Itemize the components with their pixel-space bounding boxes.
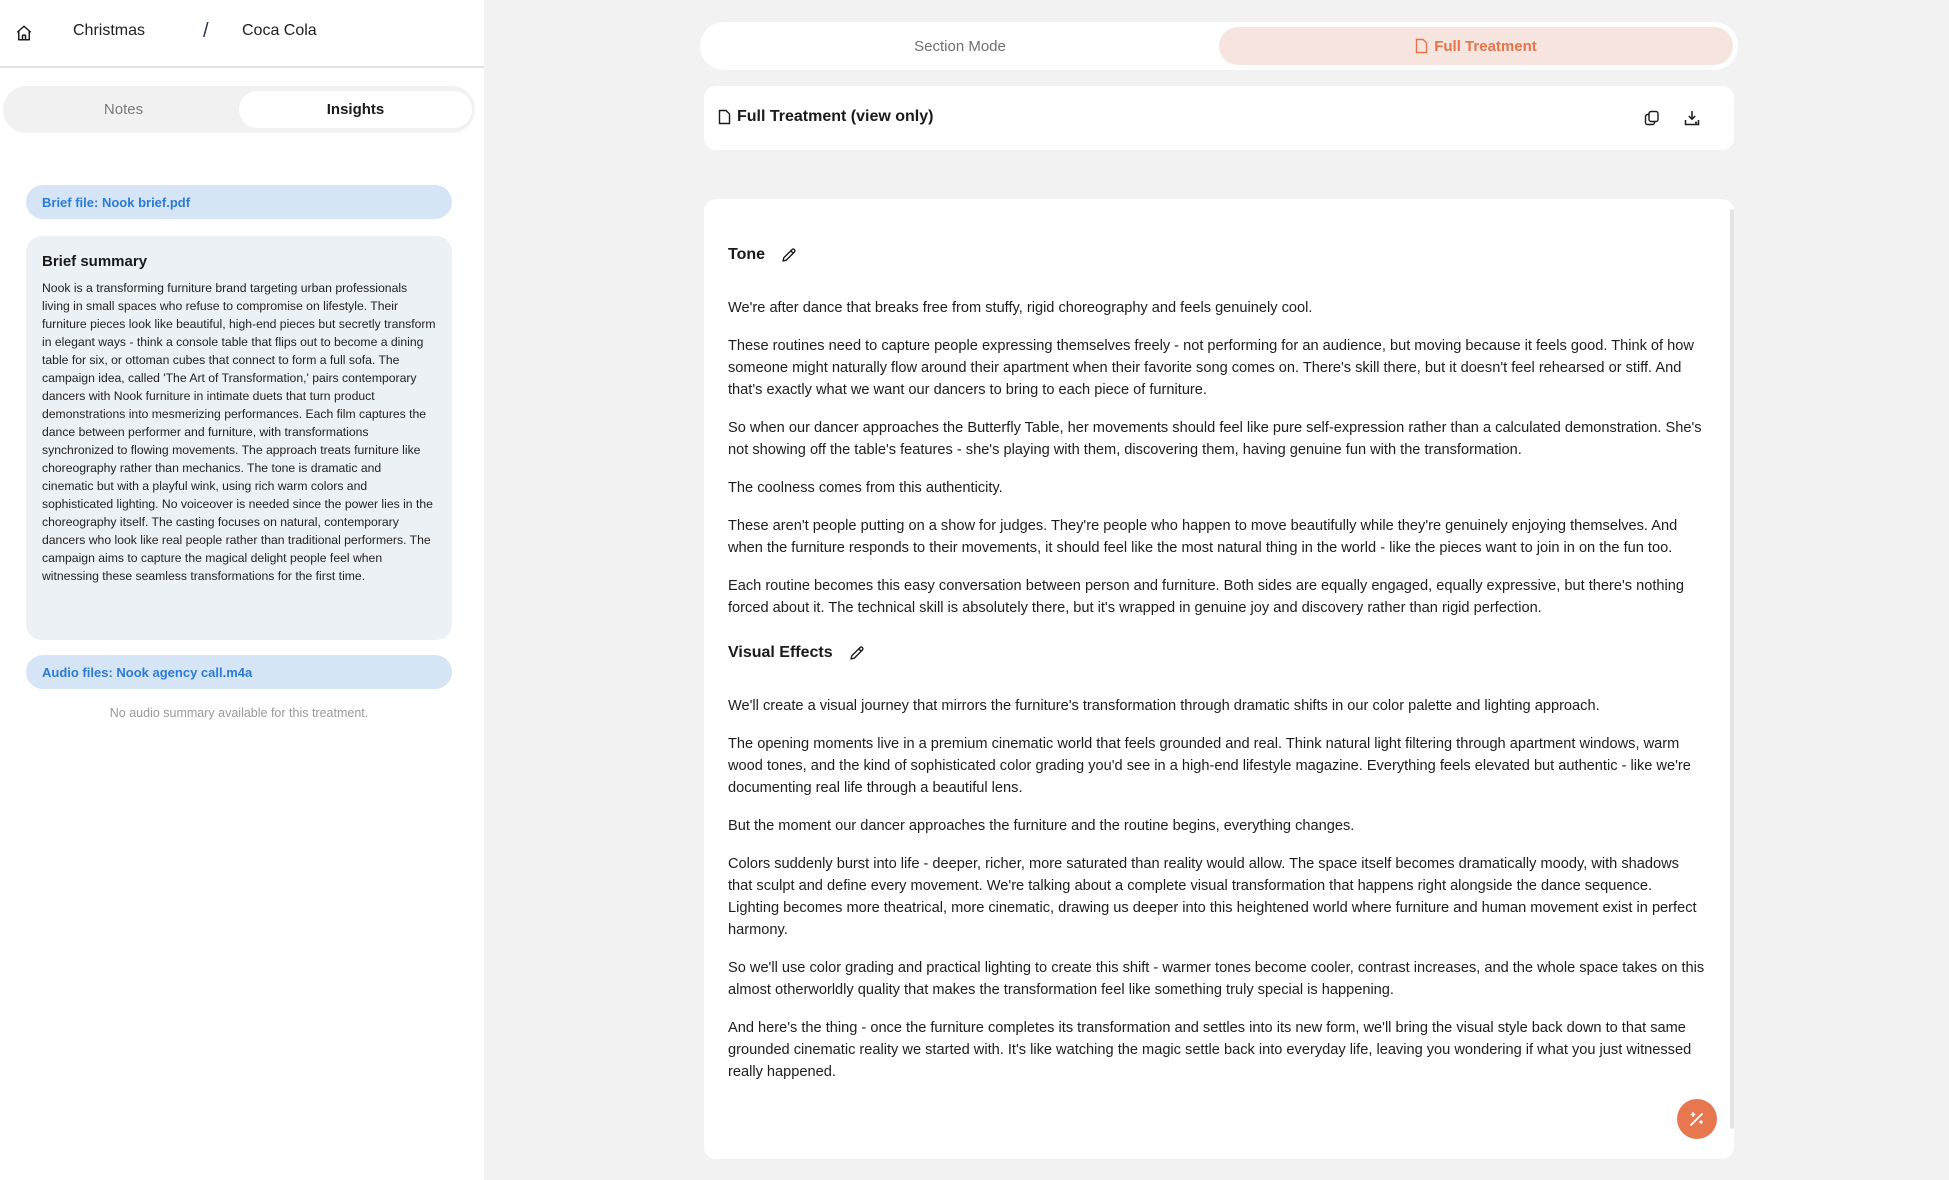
paragraph: These aren't people putting on a show for judges. They're people who happen to move beautifully while they're genuinely enjoying themselves. And when the furniture responds to their movements, it should feel like the most natural thing in the world - like the pieces want to join in on the fun too. xyxy=(728,518,1678,556)
section-mode-button[interactable] xyxy=(705,27,1215,65)
tab-notes[interactable]: Notes xyxy=(103,101,144,118)
section-title: Tone xyxy=(728,246,766,263)
paragraph: The opening moments live in a premium cinematic world that feels grounded and real. Think natural light filtering through apartment windows, warm wood tones, and the kind of sophisticated color grading you'd see in a high-end lifestyle magazine. Everything feels elevated but authentic - like we're documenting real life through a beautiful lens. xyxy=(728,736,1691,796)
section-mode-label: Section Mode xyxy=(914,37,1006,55)
full-treatment-label: Full Treatment xyxy=(1434,37,1537,55)
pencil-icon xyxy=(849,645,865,661)
document-icon xyxy=(718,109,731,125)
paragraph: So we'll use color grading and practical lighting to create this shift - warmer tones become cooler, contrast increases, and the whole space takes on this almost otherworldly quality that makes the transformation feel like something truly special is happening. xyxy=(728,960,1705,998)
pencil-icon xyxy=(781,247,797,263)
treatment-header xyxy=(704,86,1734,150)
breadcrumb xyxy=(0,0,484,68)
paragraph: But the moment our dancer approaches the furniture and the routine begins, everything changes. xyxy=(728,818,1355,834)
paragraph: And here's the thing - once the furniture completes its transformation and settles into its new form, we'll bring the visual style back down to that same grounded cinematic reality we started with. It's like watching the magic settle back into everyday life, leaving you wondering if what you just witnessed really happened. xyxy=(728,1020,1692,1080)
breadcrumb-item-christmas[interactable]: Christmas xyxy=(73,22,146,39)
paragraph: So when our dancer approaches the Butterfly Table, her movements should feel like pure self-expression rather than a calculated demonstration. She's not showing off the table's features - she's playing with them, discovering them, having genuine fun with the transformation. xyxy=(728,420,1702,458)
brief-summary-card xyxy=(26,236,452,640)
content-scrollbar[interactable] xyxy=(1730,209,1734,1129)
paragraph: Colors suddenly burst into life - deeper, richer, more saturated than reality would allow. The space itself becomes dramatically moody, with shadows that sculpt and define every movement. We're talking about a complete visual transformation that happens right alongside the dance sequence. Lighting becomes more theatrical, more cinematic, drawing us deeper into this heightened world where furniture and human movement exist in perfect harmony. xyxy=(728,856,1697,938)
audio-file-link[interactable]: Audio files: Nook agency call.m4a xyxy=(26,655,452,689)
mode-switch xyxy=(700,22,1738,70)
paragraph: We're after dance that breaks free from stuffy, rigid choreography and feels genuinely cool. xyxy=(728,300,1313,316)
treatment-title-text: Full Treatment (view only) xyxy=(737,108,934,125)
treatment-title xyxy=(718,108,933,126)
sidebar-tabs xyxy=(3,86,475,133)
download-button[interactable] xyxy=(1682,108,1702,128)
brief-summary-text: Nook is a transforming furniture brand targeting urban professionals living in small spaces who refuse to compromise on lifestyle. Their furniture pieces look like beautiful, high-end pieces but secretly transform in elegant ways - think a console table that flips out to become a dining table for six, or ottoman cubes that connect to form a full sofa. The campaign idea, called 'The Art of Transformation,' pairs contemporary dancers with Nook furniture in intimate duets that turn product demonstrations into mesmerizing performances. Each film captures the dance between performer and furniture, with transformations synchronized to flowing movements. The approach treats furniture like choreography rather than mechanics. The tone is dramatic and cinematic but with a playful wink, using rich warm colors and sophisticated lighting. No voiceover is needed since the power lies in the choreography itself. The casting focuses on natural, contemporary dancers who look like real people rather than traditional performers. The campaign aims to capture the magical delight people feel when witnessing these seamless transformations for the first time. xyxy=(42,281,436,583)
home-icon[interactable] xyxy=(15,24,33,42)
download-icon xyxy=(1684,110,1700,126)
edit-tone-button[interactable] xyxy=(781,247,797,263)
full-treatment-button[interactable] xyxy=(1219,27,1733,65)
brief-file-link[interactable]: Brief file: Nook brief.pdf xyxy=(26,185,452,219)
copy-button[interactable] xyxy=(1642,108,1662,128)
treatment-content xyxy=(704,199,1734,1159)
section-visual-effects xyxy=(728,641,1706,1083)
paragraph: These routines need to capture people expressing themselves freely - not performing for an audience, but moving because it feels good. Think of how someone might naturally flow around their apartment when their favorite song comes on. There's skill there, but it doesn't feel rehearsed or stiff. And that's exactly what we want our dancers to bring to each piece of furniture. xyxy=(728,338,1694,398)
document-icon xyxy=(1415,38,1428,54)
sidebar xyxy=(0,0,484,1180)
section-title: Visual Effects xyxy=(728,644,833,661)
copy-icon xyxy=(1644,110,1660,126)
paragraph: The coolness comes from this authenticity. xyxy=(728,480,1003,496)
ai-assist-button[interactable] xyxy=(1677,1099,1717,1139)
paragraph: We'll create a visual journey that mirrors the furniture's transformation through dramatic shifts in our color palette and lighting approach. xyxy=(728,698,1600,714)
brief-summary-title: Brief summary xyxy=(42,253,148,270)
tab-insights[interactable]: Insights xyxy=(239,91,472,128)
treatment-scroll-area[interactable] xyxy=(704,199,1728,1159)
no-audio-message: No audio summary available for this treatment. xyxy=(109,706,369,720)
breadcrumb-separator: / xyxy=(203,20,209,42)
edit-visual-effects-button[interactable] xyxy=(849,645,865,661)
section-header xyxy=(728,243,1706,267)
magic-wand-icon xyxy=(1687,1109,1707,1129)
paragraph: Each routine becomes this easy conversation between person and furniture. Both sides are equally engaged, equally expressive, but there's nothing forced about it. The technical skill is absolutely there, but it's wrapped in genuine joy and discovery rather than rigid perfection. xyxy=(728,578,1685,616)
breadcrumb-item-coca-cola[interactable]: Coca Cola xyxy=(242,22,317,39)
section-tone xyxy=(728,243,1706,619)
section-header xyxy=(728,641,1706,665)
